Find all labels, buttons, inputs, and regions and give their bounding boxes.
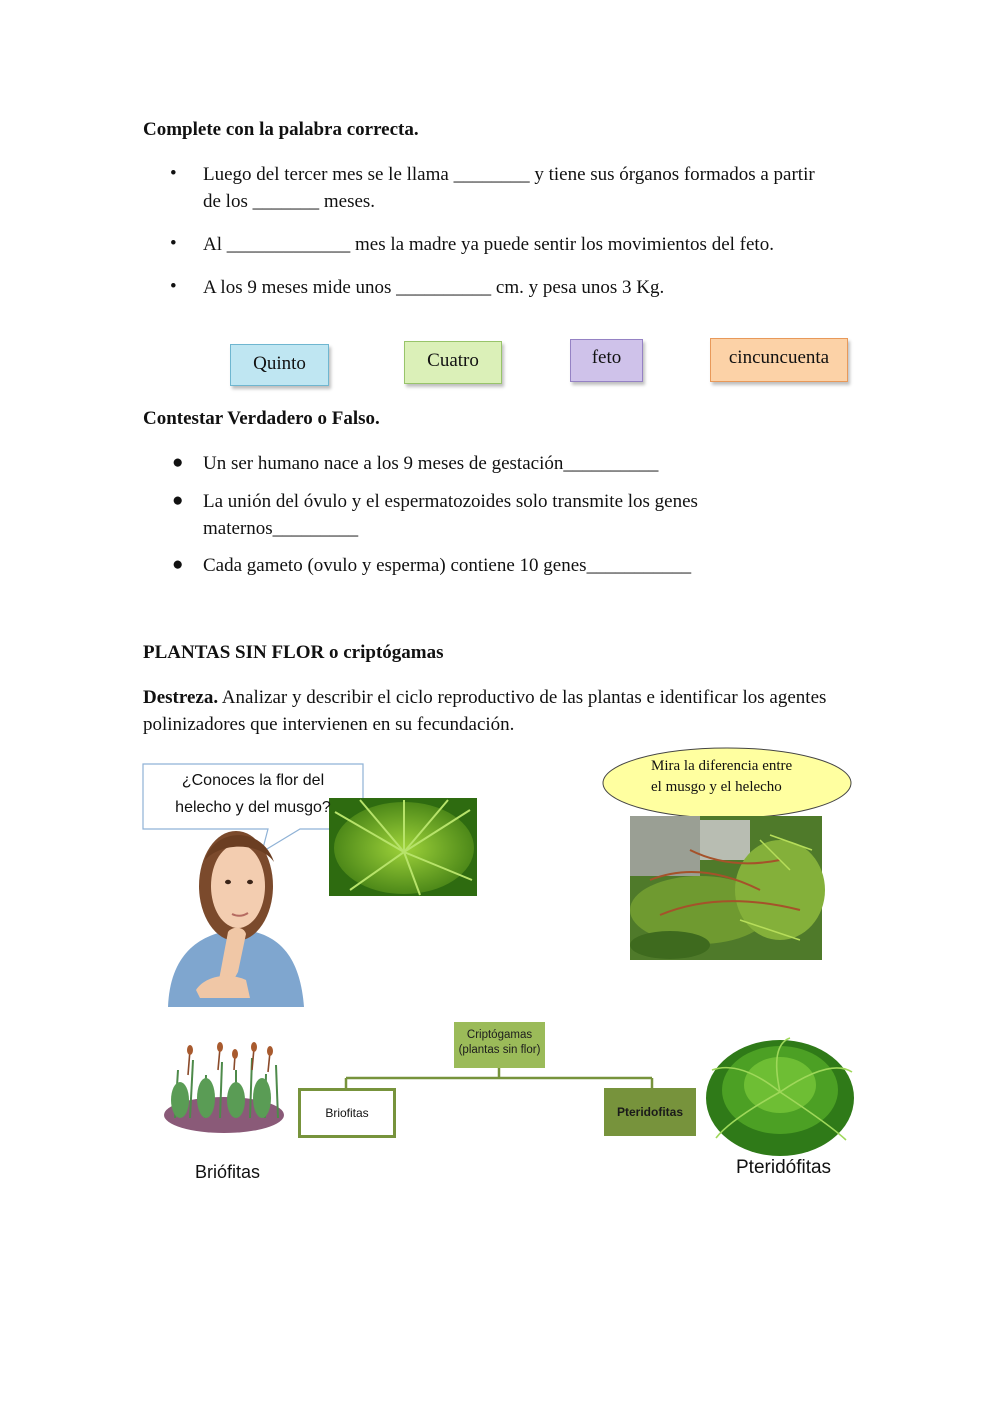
word-chip-cuatro[interactable]: Cuatro [404, 341, 502, 384]
bullet-icon: • [170, 233, 177, 254]
destreza-text-2: polinizadores que intervienen en su fecundación. [143, 714, 515, 735]
section-truefalse-title: Contestar Verdadero o Falso. [143, 408, 380, 429]
question-line-1: ¿Conoces la flor del [181, 772, 325, 789]
question-line-2: helecho y del musgo? [175, 799, 331, 816]
tf-item-1: Un ser humano nace a los 9 meses de gestación__________ [203, 453, 659, 474]
fill-item-3: A los 9 meses mide unos __________ cm. y pesa unos 3 Kg. [203, 277, 665, 298]
bubble-line-2: el musgo y el helecho [651, 779, 782, 795]
word-chip-cincuncuenta[interactable]: cincuncuenta [710, 338, 848, 382]
moss-plant-image [164, 1042, 284, 1133]
caption-pteridofitas: Pteridófitas [736, 1157, 832, 1178]
question-callout-text [143, 767, 363, 821]
destreza-label: Destreza. [143, 687, 219, 708]
fill-item-1 [203, 161, 863, 215]
moss-fern-photo [630, 816, 825, 960]
fill-item-2: Al _____________ mes la madre ya puede sentir los movimientos del feto. [203, 234, 774, 255]
bullet-icon: ● [172, 554, 184, 575]
tf-item-2-line2: maternos_________ [203, 518, 359, 539]
bullet-icon: ● [172, 452, 184, 473]
diagram-connectors [346, 1068, 652, 1088]
destreza-text-1: Analizar y describir el ciclo reproductivo de las plantas e identificar los agentes [218, 687, 827, 708]
tf-item-2 [203, 488, 856, 542]
word-chip-feto[interactable]: feto [570, 339, 643, 382]
caption-briofitas: Briófitas [195, 1162, 261, 1182]
bushy-fern-image [706, 1038, 854, 1156]
fill-item-1-line1: Luego del tercer mes se le llama ________ y tiene sus órganos formados a partir [203, 164, 815, 185]
bullet-icon: • [170, 163, 177, 184]
bubble-line-1: Mira la diferencia entre [651, 758, 793, 774]
speech-bubble-text [651, 756, 792, 798]
diagram-root-line1: Criptógamas [466, 1029, 533, 1041]
section-plants-title: PLANTAS SIN FLOR o criptógamas [143, 642, 444, 663]
bullet-icon: ● [172, 490, 184, 511]
fill-item-1-line2: de los _______ meses. [203, 191, 376, 212]
bullet-icon: • [170, 276, 177, 297]
diagram-root-line2: (plantas sin flor) [458, 1044, 541, 1056]
word-chip-quinto[interactable]: Quinto [230, 344, 329, 386]
tf-item-3: Cada gameto (ovulo y esperma) contiene 10 genes___________ [203, 555, 692, 576]
diagram-root-node [454, 1022, 545, 1068]
destreza-paragraph [143, 684, 863, 738]
thinking-girl-image [168, 831, 304, 1007]
diagram-node-briofitas: Briofitas [298, 1088, 396, 1138]
diagram-node-pteridofitas: Pteridofitas [604, 1088, 696, 1136]
section-complete-title: Complete con la palabra correcta. [143, 119, 419, 140]
tf-item-2-line1: La unión del óvulo y el espermatozoides solo transmite los genes [203, 491, 698, 512]
